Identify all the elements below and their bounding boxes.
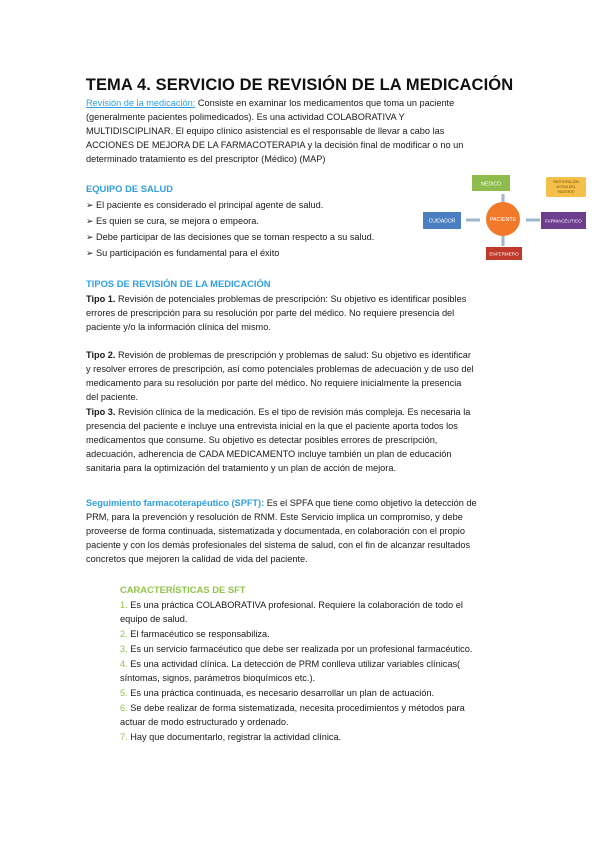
arrow-bullet-icon: ➢: [86, 232, 94, 242]
equipo-list: [86, 197, 374, 261]
sft-line-5: concretos que mejoren la calidad de vida del paciente.: [86, 554, 308, 564]
equipo-item: ➢ Su participación es fundamental para el éxito: [86, 245, 374, 261]
tipo3-line-1: Tipo 3. Revisión clínica de la medicación. Es el tipo de revisión más compleja. Es necesaria la: [86, 407, 471, 417]
arrow-bullet-icon: ➢: [86, 200, 94, 210]
sft-line-2: PRM, para la prevención y resolución de RNM. Este Servicio implica un compromiso, y debe: [86, 512, 463, 522]
tipo2-line-4: del paciente.: [86, 392, 139, 402]
note-line-1: PARTICIPACIÓN: [553, 180, 579, 184]
note-line-2: ACTIVA DEL: [556, 185, 576, 189]
doctor-label: MÉDICO: [481, 181, 501, 188]
note-line-3: PACIENTE: [557, 190, 575, 194]
tipo2-line-1: Tipo 2. Revisión de problemas de prescripción y problemas de salud: Su objetivo es identificar: [86, 350, 471, 360]
tipo1-line-2: errores de prescripción para su resolución por parte del médico. No requiere presencia del: [86, 308, 455, 318]
patient-label: PACIENTE: [489, 217, 517, 223]
pharmacist-label: FARMACÉUTICO: [545, 218, 582, 224]
tipo2-line-3: medicamento para su resolución por parte del médico. No requiere inicialmente la presencia: [86, 378, 462, 388]
caract-item-3: 3. Es un servicio farmacéutico que debe ser realizada por un profesional farmacéutico.: [120, 644, 473, 654]
sft-line-3: proveerse de forma continuada, sistematizada y documentada, en colaboración con el propio: [86, 526, 465, 536]
intro-line-1: [86, 96, 454, 110]
caract-item-1: 1. Es una práctica COLABORATIVA profesional. Requiere la colaboración de todo el: [120, 600, 463, 610]
caract-item-7: 7. Hay que documentarlo, registrar la actividad clínica.: [120, 732, 342, 742]
caracteristicas-heading: CARACTERÍSTICAS DE SFT: [120, 584, 246, 595]
caract-item-4-cont: síntomas, signos, parámetros bioquímicos etc.).: [120, 673, 316, 683]
arrow-bullet-icon: ➢: [86, 248, 94, 258]
tipo3-line-2: presencia del paciente e incluye una entrevista inicial en la que el paciente aporta todos los: [86, 421, 458, 431]
caract-item-5: 5. Es una práctica continuada, es necesario desarrollar un plan de actuación.: [120, 688, 435, 698]
nurse-label: ENFERMERO: [489, 251, 519, 257]
sft-line-1: Seguimiento farmacoterapéutico (SPFT): Es el SPFA que tiene como objetivo la detección de: [86, 498, 477, 508]
tipo3-line-4: adecuación, adherencia de CADA MEDICAMENTO incluye también un plan de educación: [86, 449, 452, 459]
arrow-bullet-icon: ➢: [86, 216, 94, 226]
tipo3-line-3: medicamentos que consume. Su objetivo es detectar posibles errores de prescripción,: [86, 435, 438, 445]
intro-term: Revisión de la medicación:: [86, 98, 196, 108]
caract-item-6: 6. Se debe realizar de forma sistematizada, necesita procedimientos y métodos para: [120, 703, 465, 713]
intro-line-5: determinado tratamiento es del prescriptor (Médico) (MAP): [86, 154, 326, 164]
intro-line-2: (generalmente pacientes polimedicados). Es una actividad COLABORATIVA Y: [86, 112, 405, 122]
tipo1-line-1: Tipo 1. Revisión de potenciales problemas de prescripción: Su objetivo es identificar posibles: [86, 294, 467, 304]
caregiver-label: CUIDADOR: [428, 218, 456, 225]
intro-text-1: Consiste en examinar los medicamentos que toma un paciente: [195, 98, 455, 108]
sft-term: Seguimiento farmacoterapéutico (SPFT):: [86, 498, 265, 508]
health-team-diagram: [418, 172, 590, 262]
tipo2-line-2: y resolver errores de prescripción, así como potenciales problemas de adecuación y de uso del: [86, 364, 474, 374]
caract-item-4: 4. Es una actividad clínica. La detección de PRM conlleva utilizar variables clínicas(: [120, 659, 461, 669]
caract-item-1-cont: equipo de salud.: [120, 614, 188, 624]
page-title: TEMA 4. SERVICIO DE REVISIÓN DE LA MEDICACIÓN: [85, 76, 514, 94]
sft-line-4: paciente y con los demás profesionales del sistema de salud, con el fin de alcanzar resultados: [86, 540, 471, 550]
equipo-item: ➢ Debe participar de las decisiones que se toman respecto a su salud.: [86, 229, 374, 245]
tipo1-line-3: paciente y/o la información clínica del mismo.: [86, 322, 271, 332]
tipos-heading: TIPOS DE REVISIÓN DE LA MEDICACIÓN: [86, 278, 271, 289]
caract-item-2: 2. El farmacéutico se responsabiliza.: [120, 629, 270, 639]
intro-line-4: ACCIONES DE MEJORA DE LA FARMACOTERAPIA y la decisión final de modificar o no un: [86, 140, 464, 150]
equipo-item: ➢ El paciente es considerado el principal agente de salud.: [86, 197, 374, 213]
tipo3-line-5: sanitaria para la optimización del tratamiento y un plan de acción de mejora.: [86, 463, 396, 473]
equipo-heading: EQUIPO DE SALUD: [86, 183, 173, 194]
equipo-item: ➢ Es quien se cura, se mejora o empeora.: [86, 213, 374, 229]
caract-item-6-cont: actuar de modo estructurado y ordenado.: [120, 717, 289, 727]
intro-line-3: MULTIDISCIPLINAR. El equipo clínico asistencial es el responsable de llevar a cabo las: [86, 126, 445, 136]
